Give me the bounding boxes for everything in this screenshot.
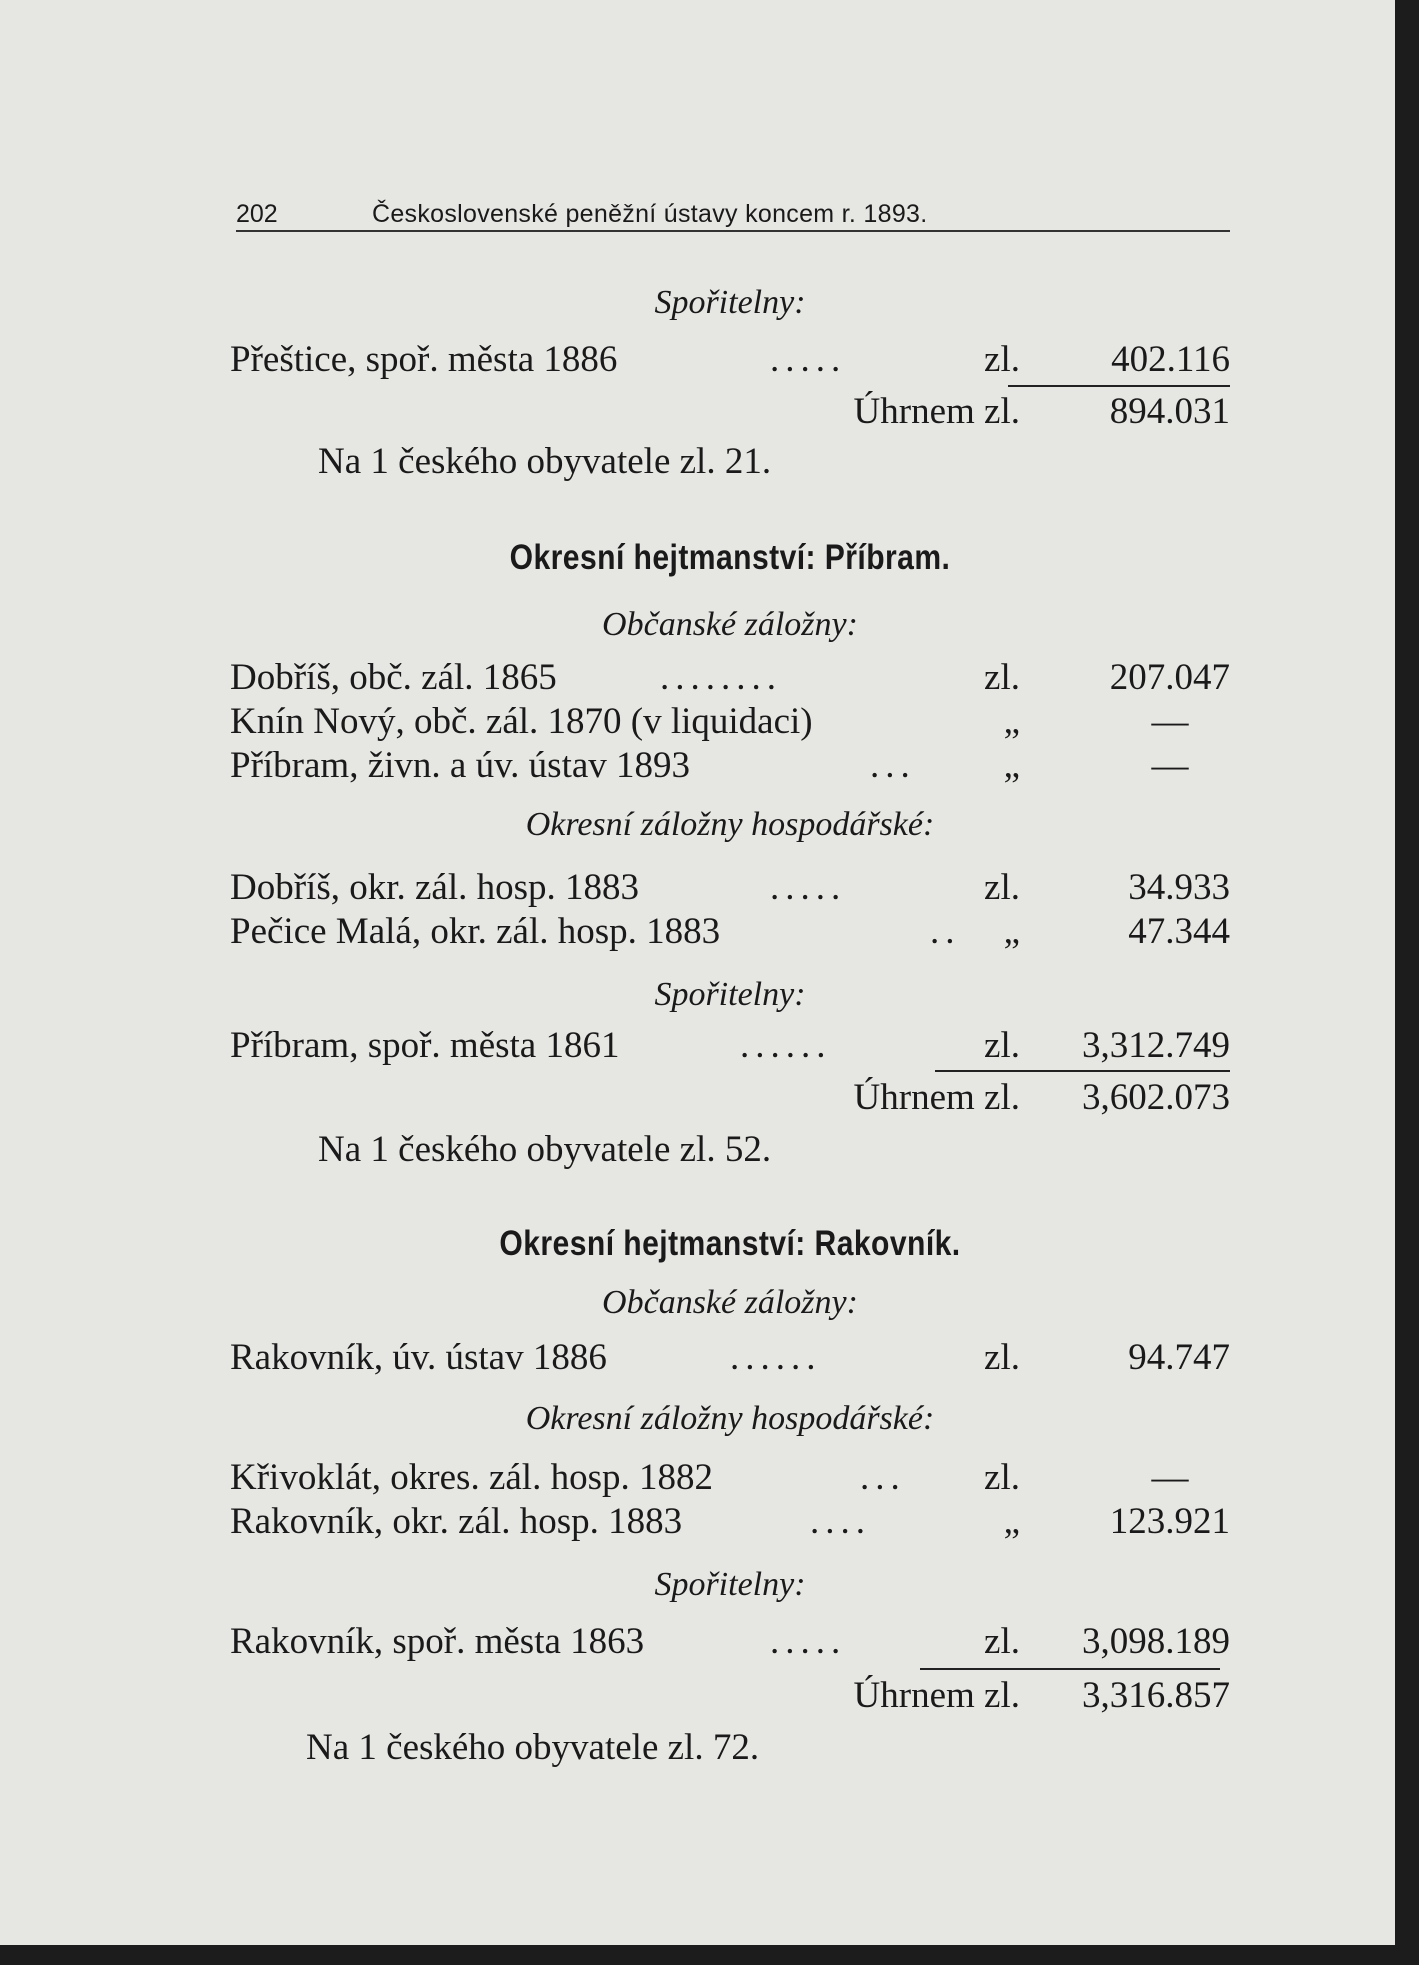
sum-rule (935, 1070, 1230, 1072)
total-amount: 3,602.073 (1082, 1077, 1230, 1118)
amount-value: 47.344 (1128, 911, 1230, 952)
unit-label: zl. (984, 1621, 1020, 1662)
unit-label: „ (1003, 701, 1020, 742)
unit-label: „ (1003, 1501, 1020, 1542)
unit-label: zl. (984, 1025, 1020, 1066)
page-header (236, 200, 1230, 232)
unit-label: zl. (984, 657, 1020, 698)
total-row (230, 1674, 1230, 1716)
page-number: 202 (236, 200, 278, 228)
unit-label: zl. (984, 1457, 1020, 1498)
sum-rule (920, 1668, 1220, 1670)
amount-value: 123.921 (1109, 1501, 1230, 1542)
amount-value: — (1151, 745, 1189, 786)
amount-value: 402.116 (1111, 339, 1230, 380)
leader-dots: .. (930, 911, 961, 952)
total-label: Úhrnem zl. (853, 391, 1020, 432)
category-heading: Okresní záložny hospodářské: (525, 1400, 935, 1437)
institution-name: Přeštice, spoř. města 1886 (230, 339, 618, 380)
per-capita-line: Na 1 českého obyvatele zl. 72. (306, 1727, 760, 1768)
table-row (230, 1500, 1230, 1542)
category-heading: Spořitelny: (654, 284, 806, 321)
leader-dots: ...... (730, 1337, 822, 1378)
amount-value: — (1151, 701, 1189, 742)
amount-value: 34.933 (1128, 867, 1230, 908)
district-heading: Okresní hejtmanství: Příbram. (509, 538, 951, 577)
per-capita-line: Na 1 českého obyvatele zl. 21. (318, 441, 772, 482)
leader-dots: ... (860, 1457, 906, 1498)
amount-value: — (1151, 1457, 1189, 1498)
total-amount: 3,316.857 (1082, 1675, 1230, 1716)
category-heading: Okresní záložny hospodářské: (525, 806, 935, 843)
table-row (230, 1336, 1230, 1378)
unit-label: „ (1003, 911, 1020, 952)
total-label: Úhrnem zl. (853, 1675, 1020, 1716)
unit-label: „ (1003, 745, 1020, 786)
amount-value: 94.747 (1128, 1337, 1230, 1378)
category-heading: Spořitelny: (654, 1566, 806, 1603)
leader-dots: ..... (770, 867, 847, 908)
amount-value: 3,098.189 (1082, 1621, 1230, 1662)
unit-label: zl. (984, 867, 1020, 908)
institution-name: Příbram, živn. a úv. ústav 1893 (230, 745, 691, 786)
table-row (230, 1456, 1230, 1498)
category-heading: Občanské záložny: (602, 606, 858, 643)
running-title: Československé peněžní ústavy koncem r. 1893. (372, 200, 928, 228)
category-heading: Občanské záložny: (602, 1284, 858, 1321)
unit-label: zl. (984, 339, 1020, 380)
scan-edge-right (1395, 0, 1419, 1965)
amount-value: 3,312.749 (1082, 1025, 1230, 1066)
institution-name: Knín Nový, obč. zál. 1870 (v liquidaci) (230, 701, 813, 742)
leader-dots: ..... (770, 1621, 847, 1662)
leader-dots: ........ (660, 657, 782, 698)
sum-rule (1008, 385, 1230, 387)
institution-name: Příbram, spoř. města 1861 (230, 1025, 620, 1066)
table-row (230, 338, 1230, 380)
table-row (230, 744, 1230, 786)
district-heading: Okresní hejtmanství: Rakovník. (499, 1224, 961, 1263)
institution-name: Pečice Malá, okr. zál. hosp. 1883 (230, 911, 721, 952)
leader-dots: ..... (770, 339, 847, 380)
institution-name: Rakovník, úv. ústav 1886 (230, 1337, 607, 1378)
per-capita-line: Na 1 českého obyvatele zl. 52. (318, 1129, 772, 1170)
institution-name: Rakovník, spoř. města 1863 (230, 1621, 645, 1662)
table-row (230, 910, 1230, 952)
total-amount: 894.031 (1109, 391, 1230, 432)
table-row (230, 656, 1230, 698)
leader-dots: ... (870, 745, 916, 786)
table-row (230, 1620, 1230, 1662)
scan-edge-bottom (0, 1945, 1419, 1965)
table-row (230, 1024, 1230, 1066)
table-row (230, 700, 1230, 742)
institution-name: Dobříš, obč. zál. 1865 (230, 657, 557, 698)
category-heading: Spořitelny: (654, 976, 806, 1013)
amount-value: 207.047 (1109, 657, 1230, 698)
institution-name: Dobříš, okr. zál. hosp. 1883 (230, 867, 640, 908)
total-row (230, 390, 1230, 432)
total-row (230, 1076, 1230, 1118)
unit-label: zl. (984, 1337, 1020, 1378)
institution-name: Křivoklát, okres. zál. hosp. 1882 (230, 1457, 713, 1498)
institution-name: Rakovník, okr. zál. hosp. 1883 (230, 1501, 683, 1542)
total-label: Úhrnem zl. (853, 1077, 1020, 1118)
leader-dots: .... (810, 1501, 871, 1542)
table-row (230, 866, 1230, 908)
leader-dots: ...... (740, 1025, 832, 1066)
